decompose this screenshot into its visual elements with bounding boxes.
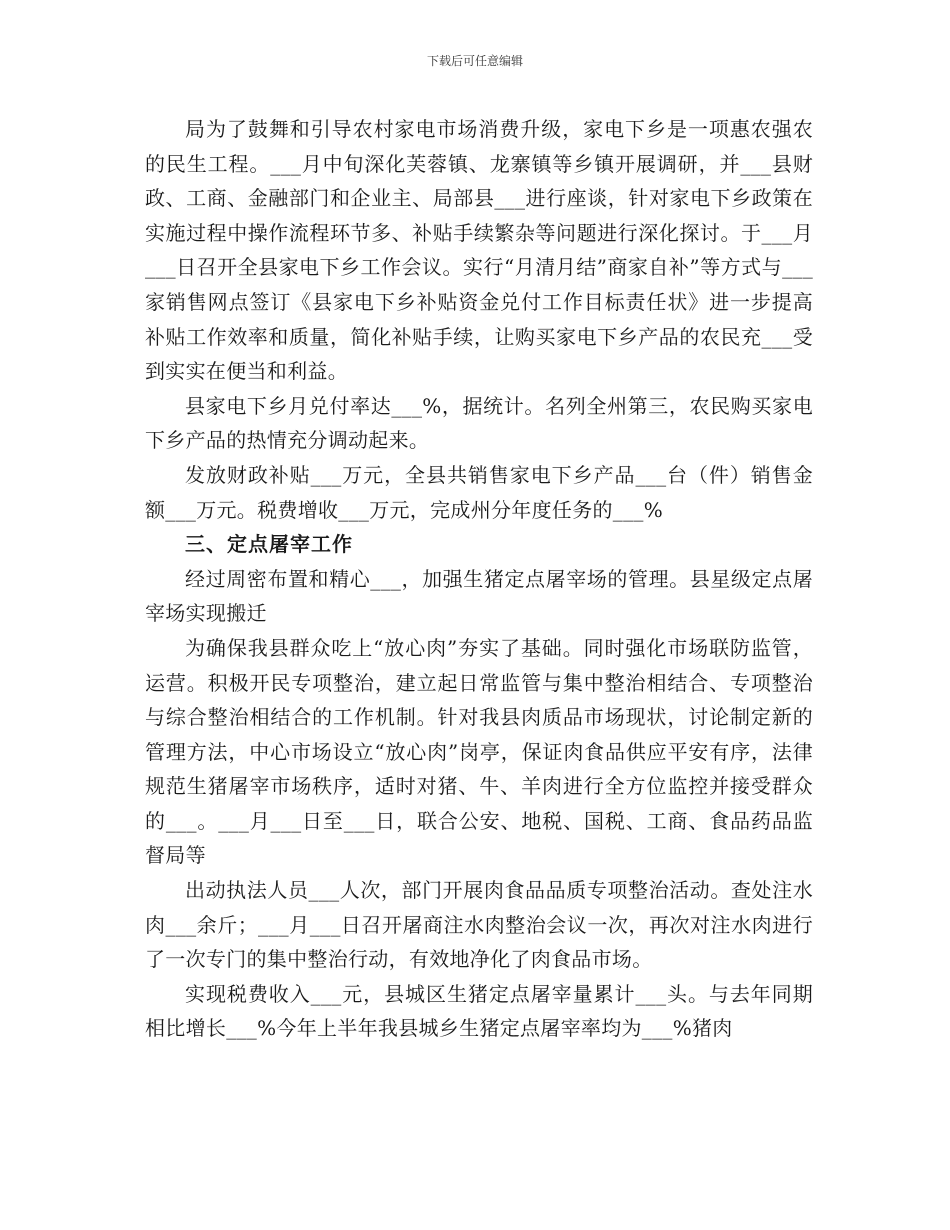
- paragraph: 为确保我县群众吃上“放心肉”夯实了基础。同时强化市场联防监管，运营。积极开民专项整治，建立起日常监管与集中整治相结合、专项整治与综合整治相结合的工作机制。针对我县肉质品市场现状，讨论制定新的管理方法，中心市场设立“放心肉”岗亭，保证肉食品供应平安有序，法律规范生猪屠宰市场秩序，适时对猪、牛、羊肉进行全方位监控并接受群众的___。___月___日至___日，联合公安、地税、国税、工商、食品药品监督局等: [145, 635, 813, 868]
- paragraph: 县家电下乡月兑付率达___%，据统计。名列全州第三，农民购买家电下乡产品的热情充分调动起来。: [145, 393, 813, 453]
- paragraph: 经过周密布置和精心___，加强生猪定点屠宰场的管理。县星级定点屠宰场实现搬迁: [145, 566, 813, 626]
- page-header: 下载后可任意编辑: [426, 54, 523, 68]
- paragraph: 发放财政补贴___万元，全县共销售家电下乡产品___台（件）销售金额___万元。税费增收___万元，完成州分年度任务的___%: [145, 462, 813, 522]
- paragraph: 实现税费收入___元，县城区生猪定点屠宰量累计___头。与去年同期相比增长___%今年上半年我县城乡生猪定点屠宰率均为___%猪肉: [145, 981, 813, 1041]
- paragraph: 出动执法人员___人次，部门开展肉食品品质专项整治活动。查处注水肉___余斤；___月___日召开屠商注水肉整治会议一次，再次对注水肉进行了一次专门的集中整治行动，有效地净化了肉食品市场。: [145, 878, 813, 972]
- document-body: [145, 112, 813, 1046]
- section-heading: 三、定点屠宰工作: [185, 532, 353, 557]
- paragraph: 局为了鼓舞和引导农村家电市场消费升级，家电下乡是一项惠农强农的民生工程。___月中旬深化芙蓉镇、龙寨镇等乡镇开展调研，并___县财政、工商、金融部门和企业主、局部县___进行座谈，针对家电下乡政策在实施过程中操作流程环节多、补贴手续繁杂等问题进行深化探讨。于___月___日召开全县家电下乡工作会议。实行“月清月结”商家自补”等方式与___家销售网点签订《县家电下乡补贴资金兑付工作目标责任状》进一步提高补贴工作效率和质量，简化补贴手续，让购买家电下乡产品的农民充___受到实实在便当和利益。: [145, 117, 813, 384]
